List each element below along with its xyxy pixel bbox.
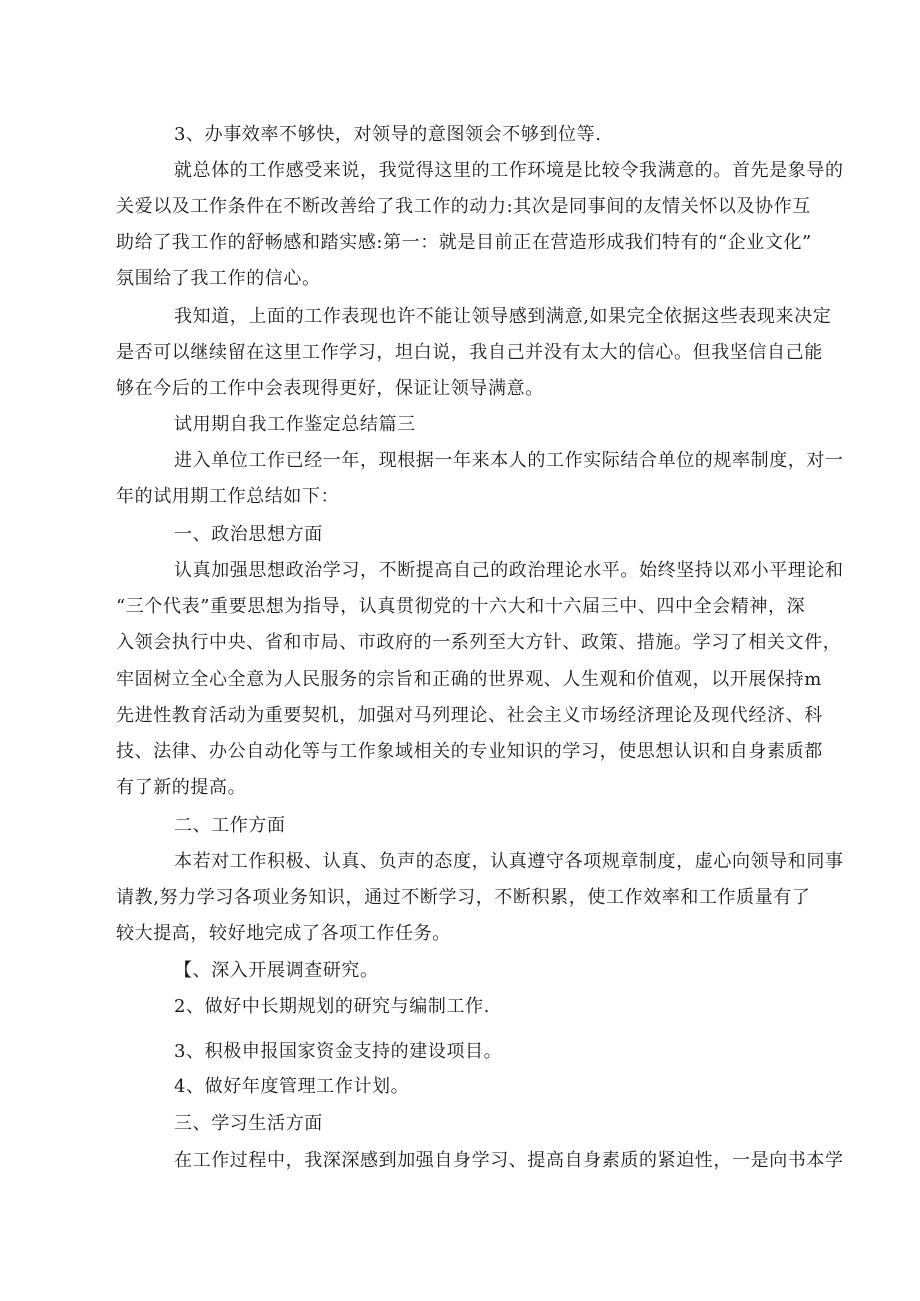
text-line: 先进性教育活动为重要契机，加强对马列理论、社会主义市场经济理论及现代经济、科	[116, 705, 823, 726]
text-line: 氛围给了我工作的信心。	[116, 268, 321, 289]
text-line: “三个代表”重要思想为指导，认真贯彻党的十六大和十六届三中、四中全会精神，深	[116, 596, 806, 617]
text-line: 3、办事效率不够快，对领导的意图领会不够到位等.	[174, 124, 602, 145]
text-line: 我知道，上面的工作表现也许不能让领导感到满意,如果完全依据这些表现来决定	[174, 306, 832, 327]
text-line: 有了新的提高。	[116, 777, 247, 798]
text-line: 技、法律、办公自动化等与工作象域相关的专业知识的学习，使思想认识和自身素质都	[116, 741, 823, 762]
list-item: 2、做好中长期规划的研究与编制工作.	[174, 996, 490, 1017]
text-line: 是否可以继续留在这里工作学习，坦白说，我自己并没有太大的信心。但我坚信自己能	[116, 342, 823, 363]
text-line: 入领会执行中央、省和市局、市政府的一系列至大方针、政策、措施。学习了相关文件，	[116, 632, 842, 653]
text-line: 关爱以及工作条件在不断改善给了我工作的动力:其次是同事间的友情关怀以及协作互	[116, 196, 811, 217]
section-heading: 三、学习生活方面	[174, 1113, 323, 1134]
section-heading: 二、工作方面	[174, 815, 286, 836]
text-line: 在工作过程中，我深深感到加强自身学习、提高自身素质的紧迫性，一是向书本学	[174, 1150, 844, 1171]
text-line: 就总体的工作感受来说，我觉得这里的工作环境是比较令我满意的。首先是象导的	[174, 160, 844, 181]
list-item: 【、深入开展调查研究。	[174, 960, 379, 981]
text-line: 牢固树立全心全意为人民服务的宗旨和正确的世界观、人生观和价值观，以开展保持m	[116, 669, 822, 690]
text-line: 进入单位工作已经一年，现根据一年来本人的工作实际结合单位的规率制度，对一	[174, 450, 844, 471]
text-line: 助给了我工作的舒畅感和踏实感:第一：就是目前正在营造形成我们特有的“企业文化”	[116, 232, 812, 253]
text-line: 够在今后的工作中会表现得更好，保证让领导满意。	[116, 378, 544, 399]
text-line: 本若对工作积极、认真、负声的态度，认真遵守各项规章制度，虚心向领导和同事	[174, 851, 844, 872]
text-line: 较大提高，较好地完成了各项工作任务。	[116, 923, 451, 944]
list-item: 4、做好年度管理工作计划。	[174, 1076, 410, 1097]
section-heading: 试用期自我工作鉴定总结篇三	[174, 414, 416, 435]
text-line: 认真加强思想政治学习，不断提高自己的政治理论水平。始终坚持以邓小平理论和	[174, 560, 844, 581]
section-heading: 一、政治思想方面	[174, 524, 323, 545]
text-line: 请教,努力学习各项业务知识，通过不断学习，不断积累，使工作效率和工作质量有了	[116, 887, 811, 908]
text-line: 年的试用期工作总结如下：	[116, 486, 340, 507]
list-item: 3、积极申报国家资金支持的建设项目。	[174, 1041, 503, 1062]
